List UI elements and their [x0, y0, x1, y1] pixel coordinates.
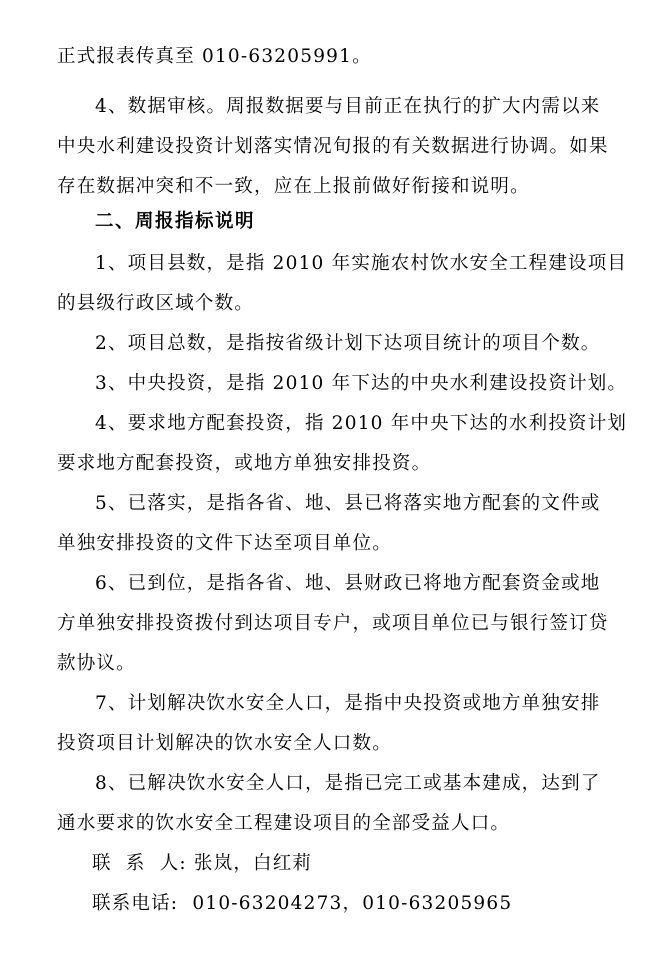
- paragraph-line: 6、已到位，是指各省、地、县财政已将地方配套资金或地: [95, 573, 601, 594]
- paragraph-line: 款协议。: [57, 653, 136, 674]
- paragraph-line: 中央水利建设投资计划落实情况旬报的有关数据进行协调。如果: [57, 136, 609, 157]
- paragraph-line: 要求地方配套投资，或地方单独安排投资。: [57, 453, 432, 474]
- paragraph-line: 投资项目计划解决的饮水安全人口数。: [57, 733, 392, 754]
- paragraph-line: 方单独安排投资拨付到达项目专户，或项目单位已与银行签订贷: [57, 613, 609, 634]
- paragraph-line: 通水要求的饮水安全工程建设项目的全部受益人口。: [57, 813, 511, 834]
- paragraph-line: 单独安排投资的文件下达至项目单位。: [57, 533, 392, 554]
- paragraph-line: 的县级行政区域个数。: [57, 293, 255, 314]
- paragraph-line: 正式报表传真至 010-63205991。: [57, 46, 372, 67]
- contact-phone: 联系电话: 010-63204273，010-63205965: [92, 893, 513, 914]
- section-heading: 二、周报指标说明: [95, 211, 256, 232]
- contact-persons: 联 系 人: 张岚，白红莉: [92, 853, 313, 874]
- paragraph-line: 4、数据审核。周报数据要与目前正在执行的扩大内需以来: [95, 96, 601, 117]
- paragraph-line: 5、已落实，是指各省、地、县已将落实地方配套的文件或: [95, 493, 601, 514]
- paragraph-line: 8、已解决饮水安全人口，是指已完工或基本建成，达到了: [95, 773, 601, 794]
- paragraph-line: 7、计划解决饮水安全人口，是指中央投资或地方单独安排: [95, 693, 601, 714]
- paragraph-line: 3、中央投资，是指 2010 年下达的中央水利建设投资计划。: [95, 373, 628, 394]
- paragraph-line: 2、项目总数，是指按省级计划下达项目统计的项目个数。: [95, 333, 601, 354]
- paragraph-line: 存在数据冲突和不一致，应在上报前做好衔接和说明。: [57, 176, 530, 197]
- paragraph-line: 4、要求地方配套投资，指 2010 年中央下达的水利投资计划: [95, 413, 628, 434]
- paragraph-line: 1、项目县数，是指 2010 年实施农村饮水安全工程建设项目: [95, 253, 628, 274]
